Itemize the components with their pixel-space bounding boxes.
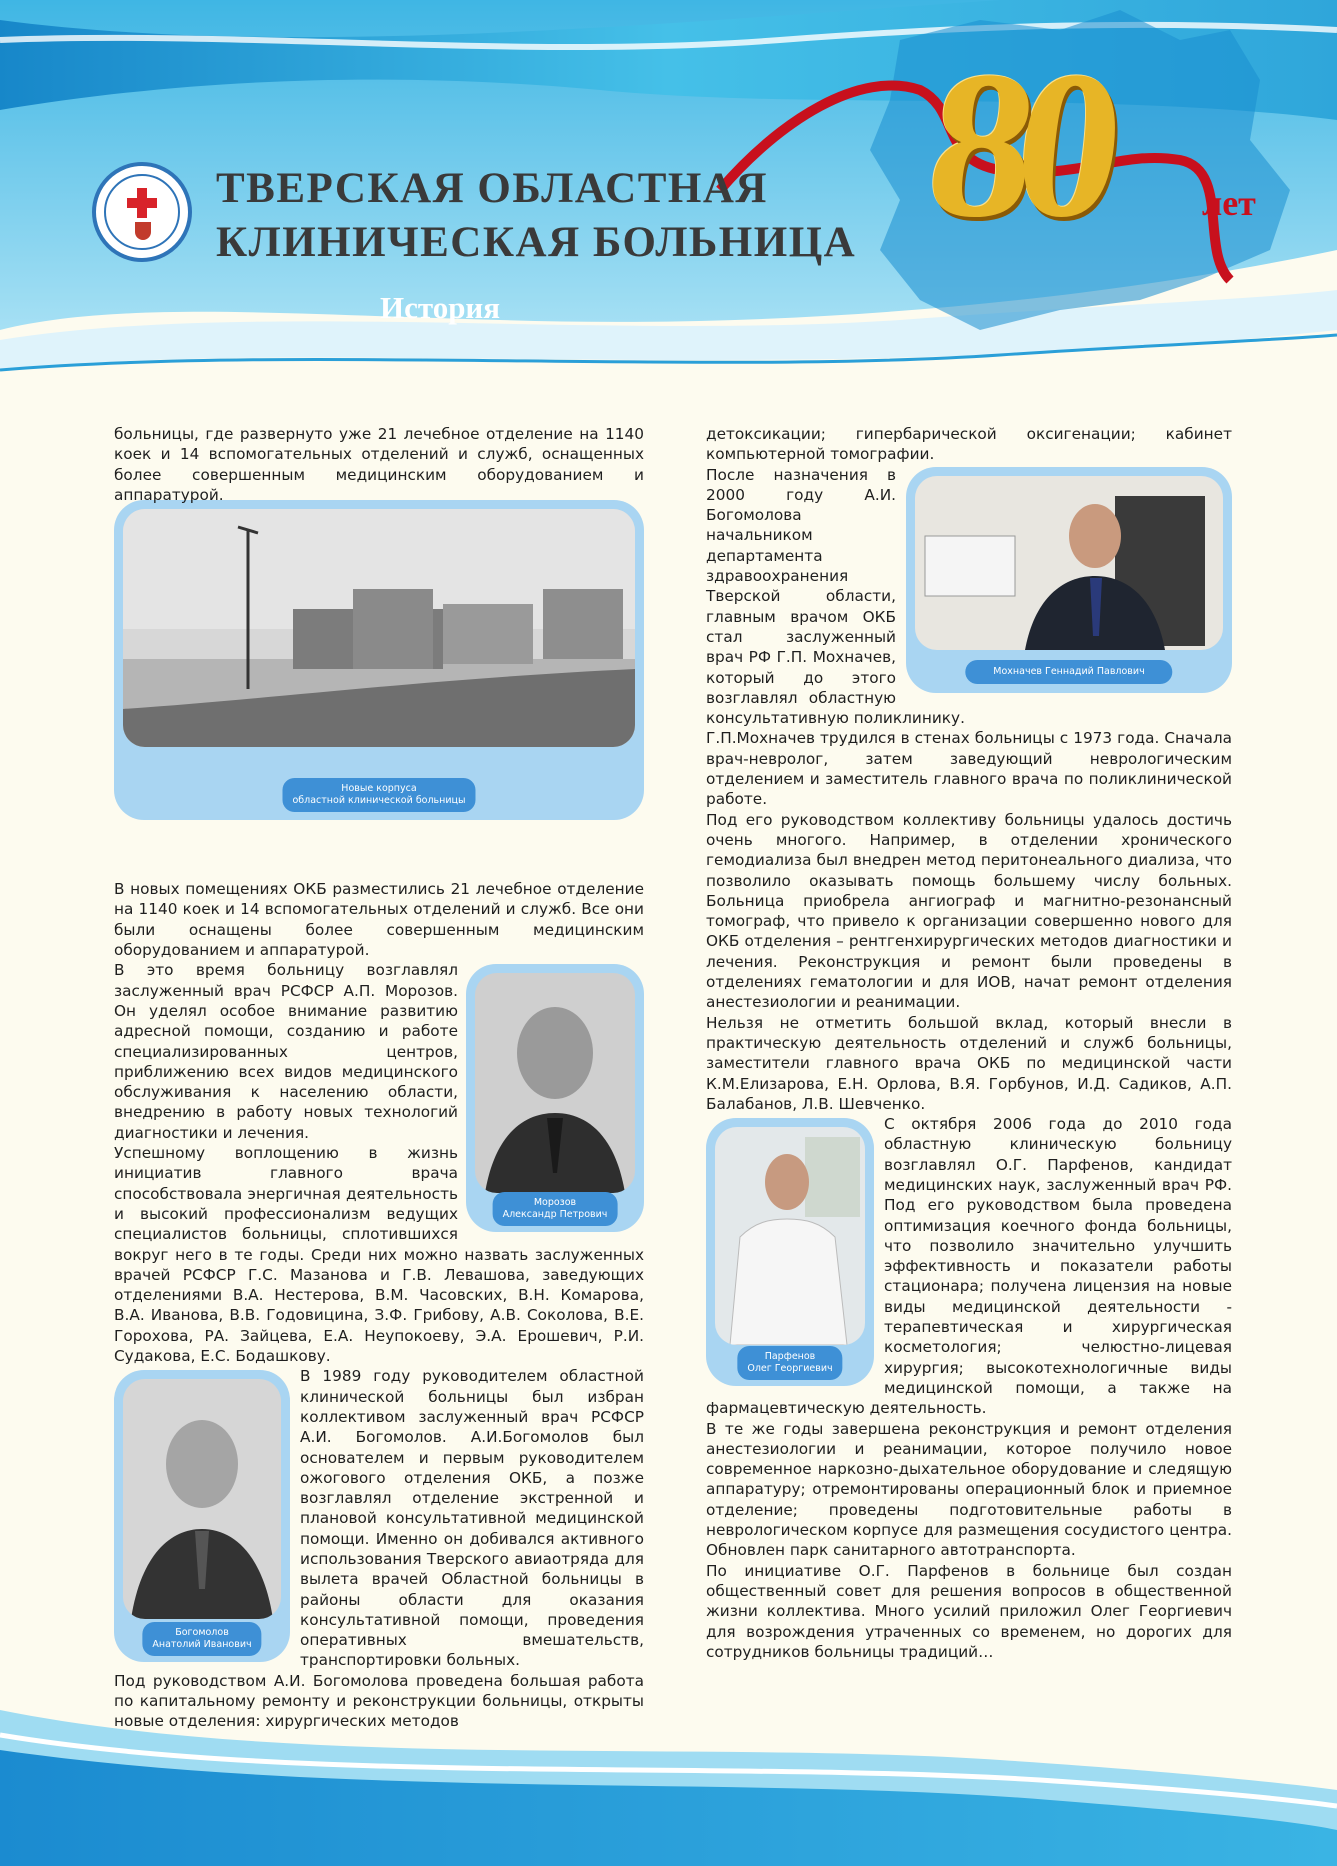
- article-paragraph: В те же годы завершена реконструкция и ремонт отделения анестезиологии и реанимации, которое получило новое современное наркозно-дыхательное оборудование и следящую аппаратуру; отремонтированы операционный блок и приемное отделение; проведены подготовительные работы в неврологическом корпусе для размещения сосудистого центра. Обновлен парк санитарного автотранспорта.: [706, 1419, 1232, 1560]
- photo-mokhnachev: [906, 467, 1232, 693]
- photo-bogomolov: [114, 1370, 290, 1662]
- bogomolov-caption: Богомолов Анатолий Иванович: [142, 1622, 261, 1656]
- article-paragraph: Под его руководством коллективу больницы удалось достичь очень многого. Например, в отделении хронического гемодиализа был внедрен метод перитонеального диализа, что позволило оказывать помощь большему числу больных. Больница приобрела ангиограф и магнитно-резонансный томограф, что привело к организации совершенно нового для ОКБ отделения – рентгенхирургических методов диагностики и лечения. Реконструкция и ремонт были проведены в отделениях гематологии и для ИОВ, начат ремонт отделения анестезиологии и реанимации.: [706, 810, 1232, 1012]
- article-paragraph: детоксикации; гипербарической оксигенации; кабинет компьютерной томографии.: [706, 425, 1232, 464]
- photo-parfenov: [706, 1118, 874, 1386]
- bogomolov-portrait-image: [123, 1379, 281, 1619]
- medical-cross-icon: [127, 188, 157, 218]
- morozov-caption: Морозов Александр Петрович: [493, 1192, 618, 1226]
- article-left-column: [114, 424, 644, 1732]
- article-paragraph: Успешному воплощению в жизнь инициатив главного врача способствовала энергичная деятельность и высокий профессионализм ведущих специалистов больницы, сплотившихся вокруг него в те годы. Среди них можно назвать заслуженных врачей РСФСР Г.С. Мазанова и Г.В. Левашова, заведующих отделениями В.А. Нестерова, В.М. Часовских, В.Н. Комарова, В.А. Иванова, В.В. Годовицина, З.Ф. Грибову, А.В. Соколова, В.Е. Горохова, РА. Зайцева, Е.А. Неупокоеву, Э.А. Ерошевич, Р.И. Судакова, Е.С. Бодашкову.: [114, 1144, 644, 1366]
- anniversary-unit: лет: [1202, 183, 1256, 223]
- article-paragraph: С октября 2006 года до 2010 года областную клиническую больницу возглавлял О.Г. Парфенов, кандидат медицинских наук, заслуженный врач РФ. Под его руководством была проведена оптимизация коечного фонда больницы, что позволило значительно улучшить эффективность и показатели работы стационара; получена лицензия на новые виды медицинской деятельности - терапевтическая и хирургическая косметология; челюстно-лицевая хирургия; высокотехнологичные виды медицинской помощи, а также на фармацевтическую деятельность.: [706, 1115, 1232, 1418]
- parfenov-caption: Парфенов Олег Георгиевич: [737, 1346, 842, 1380]
- photo-morozov: [466, 964, 644, 1232]
- article-paragraph: В 1989 году руководителем областной клинической больницы был избран коллективом заслуженный врач РСФСР А.И. Богомолов. А.И.Богомолов был основателем и первым руководителем ожогового отделения ОКБ, а позже возглавлял отделение экстренной и плановой консультативной медицинской помощи. Именно он добивался активного использования Тверского авиаотряда для вылета врачей Областной больницы в районы области для оказания консультативной помощи, проведения оперативных вмешательств, транспортировки больных.: [300, 1367, 644, 1670]
- article-paragraph: По инициативе О.Г. Парфенов в больнице был создан общественный совет для решения вопросов в общественной жизни коллектива. Много усилий приложил Олег Георгиевич для возрождения утраченных со временем, но дорогих для сотрудников больницы традиций…: [706, 1561, 1232, 1661]
- footer-wave: [0, 1680, 1337, 1866]
- page-title-line1: ТВЕРСКАЯ ОБЛАСТНАЯ: [216, 165, 768, 212]
- article-right-column: [706, 424, 1232, 1662]
- article-paragraph: Г.П.Мохначев трудился в стенах больницы с 1973 года. Сначала врач-невролог, затем заведующий неврологическим отделением и заместитель главного врача по поликлинической работе.: [706, 729, 1232, 809]
- article-paragraph: больницы, где развернуто уже 21 лечебное отделение на 1140 коек и 14 вспомогательных отделений и служб, оснащенных более совершенным медицинским оборудованием и аппаратурой.: [114, 425, 644, 504]
- page-title-line2: КЛИНИЧЕСКАЯ БОЛЬНИЦА: [216, 219, 857, 266]
- article-paragraph: В новых помещениях ОКБ разместились 21 лечебное отделение на 1140 коек и 14 вспомогательных отделений и служб. Все они были оснащены более совершенным медицинским оборудованием и аппаратурой.: [114, 880, 644, 960]
- page-subtitle: История: [380, 290, 501, 325]
- coat-of-arms-icon: [135, 222, 151, 240]
- mokhnachev-portrait-image: [915, 476, 1223, 650]
- building-photo-caption: Новые корпуса областной клинической больницы: [282, 778, 475, 812]
- hospital-logo: [92, 162, 192, 262]
- article-paragraph: Под руководством А.И. Богомолова проведена большая работа по капитальному ремонту и реконструкции больницы, открыты новые отделения: хирургических методов: [114, 1671, 644, 1731]
- article-paragraph: В это время больницу возглавлял заслуженный врач РСФСР А.П. Морозов. Он уделял особое внимание развитию адресной помощи, созданию и работе специализированных центров, приближению всех видов медицинского обслуживания к населению области, внедрению в работу новых технологий диагностики и лечения.: [114, 961, 458, 1142]
- parfenov-portrait-image: [715, 1127, 865, 1345]
- morozov-portrait-image: [475, 973, 635, 1193]
- mokhnachev-caption: Мохначев Геннадий Павлович: [965, 660, 1172, 684]
- article-paragraph: После назначения в 2000 году А.И. Богомолова начальником департамента здравоохранения Тверской области, главным врачом ОКБ стал заслуженный врач РФ Г.П. Мохначев, который до этого возглавлял областную консультативную поликлинику.: [706, 465, 965, 728]
- anniversary-number: 80: [917, 29, 1117, 261]
- article-paragraph: Нельзя не отметить большой вклад, который внесли в практическую деятельность отделений и служб больницы, заместители главного врача ОКБ по медицинской части К.М.Елизарова, Е.Н. Орлова, В.Я. Горбунов, И.Д. Садиков, А.П. Балабанов, Л.В. Шевченко.: [706, 1013, 1232, 1113]
